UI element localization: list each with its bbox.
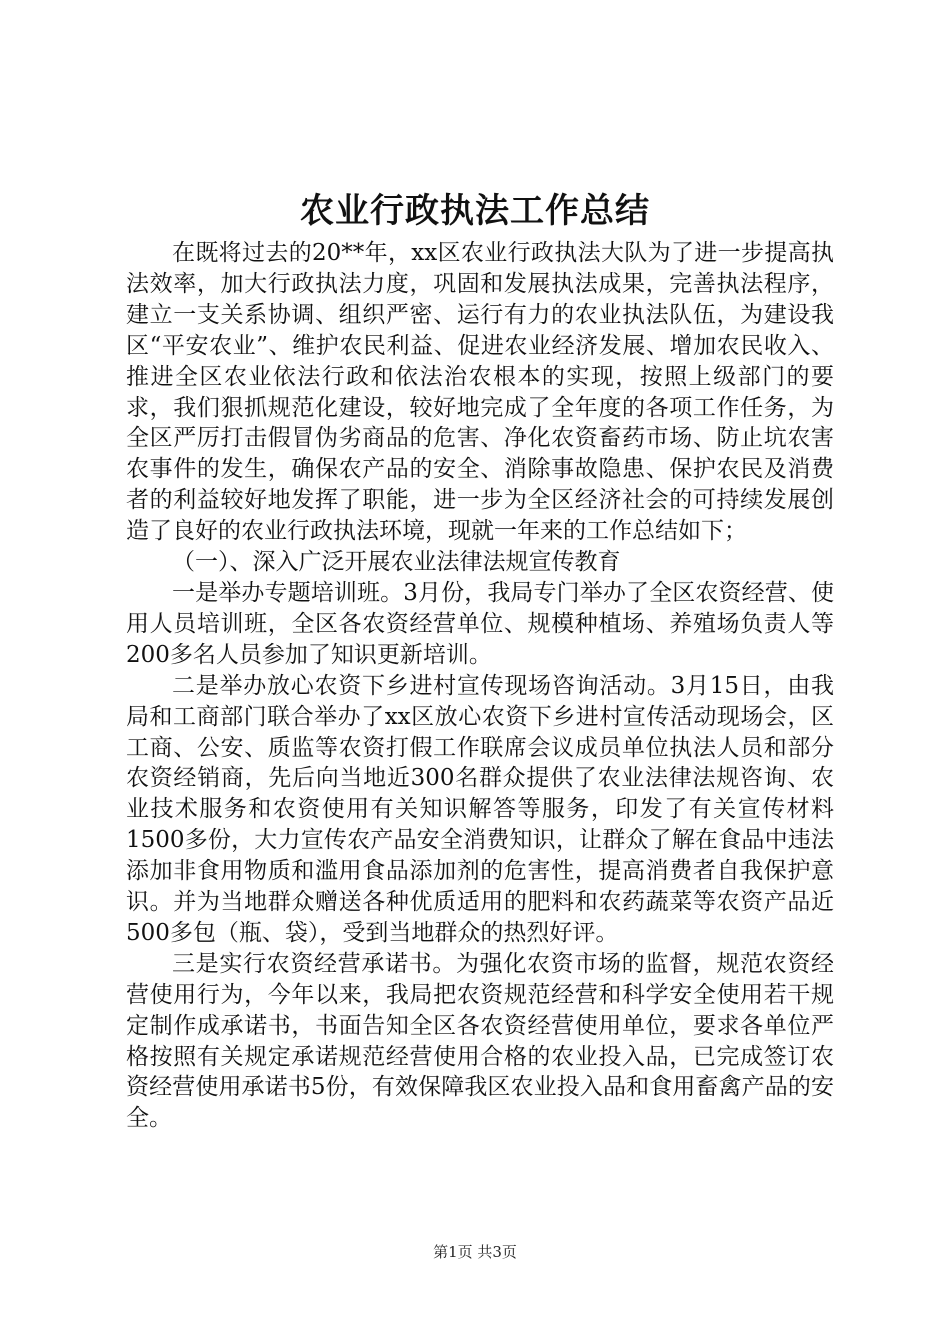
section-heading: （一）、深入广泛开展农业法律法规宣传教育	[172, 549, 621, 576]
paragraph-training: 一是举办专题培训班。3月份，我局专门举办了全区农资经营、使用人员培训班，全区各农资经营单位、规模种植场、养殖场负责人等200多名人员参加了知识更新培训。	[126, 579, 834, 668]
page-footer: 第1页 共3页	[433, 1243, 517, 1261]
document-title: 农业行政执法工作总结	[300, 191, 650, 231]
paragraph-intro: 在既将过去的20**年，xx区农业行政执法大队为了进一步提高执法效率，加大行政执法力度，巩固和发展执法成果，完善执法程序，建立一支关系协调、组织严密、运行有力的农业执法队伍，为建设我区“平安农业”、维护农民利益、促进农业经济发展、增加农民收入、推进全区农业依法行政和依法治农根本的实现，按照上级部门的要求，我们狠抓规范化建设，较好地完成了全年度的各项工作任务，为全区严厉打击假冒伪劣商品的危害、净化农资畜药市场、防止坑农害农事件的发生，确保农产品的安全、消除事故隐患、保护农民及消费者的利益较好地发挥了职能，进一步为全区经济社会的可持续发展创造了良好的农业行政执法环境，现就一年来的工作总结如下；	[126, 240, 834, 545]
paragraph-consultation: 二是举办放心农资下乡进村宣传现场咨询活动。3月15日，由我局和工商部门联合举办了xx区放心农资下乡进村宣传活动现场会，区工商、公安、质监等农资打假工作联席会议成员单位执法人员和部分农资经销商，先后向当地近300名群众提供了农业法律法规咨询、农业技术服务和农资使用有关知识解答等服务，印发了有关宣传材料1500多份，大力宣传农产品安全消费知识，让群众了解在食品中违法添加非食用物质和滥用食品添加剂的危害性，提高消费者自我保护意识。并为当地群众赠送各种优质适用的肥料和农药蔬菜等农资产品近500多包（瓶、袋），受到当地群众的热烈好评。	[126, 672, 834, 946]
document-body	[126, 238, 834, 1134]
paragraph-commitment: 三是实行农资经营承诺书。为强化农资市场的监督，规范农资经营使用行为，今年以来，我局把农资规范经营和科学安全使用若干规定制作成承诺书，书面告知全区各农资经营使用单位，要求各单位严格按照有关规定承诺规范经营使用合格的农业投入品，已完成签订农资经营使用承诺书5份，有效保障我区农业投入品和食用畜禽产品的安全。	[126, 950, 834, 1132]
